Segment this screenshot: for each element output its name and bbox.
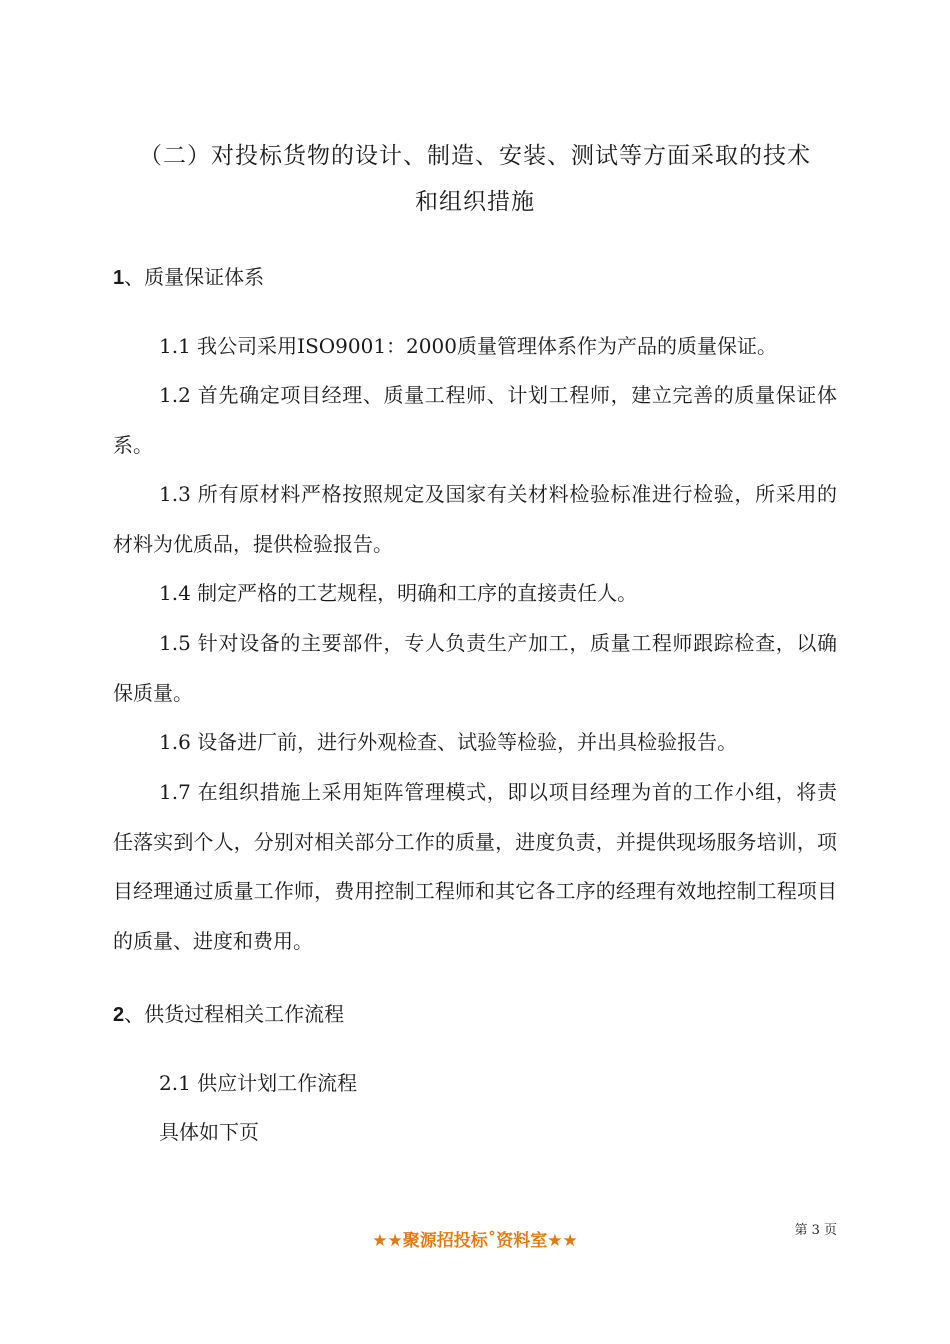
paragraph-2-note: 具体如下页 bbox=[159, 1120, 259, 1144]
paragraph-1-7: 1.7 在组织措施上采用矩阵管理模式，即以项目经理为首的工作小组，将责任落实到个人，分别对相关部分工作的质量，进度负责，并提供现场服务培训，项目经理通过质量工作师，费用控制工程师和其它各工序的经理有效地控制工程项目的质量、进度和费用。 bbox=[113, 780, 837, 953]
section-label: 、质量保证体系 bbox=[124, 265, 265, 289]
paragraph-1-4: 1.4 制定严格的工艺规程，明确和工序的直接责任人。 bbox=[159, 581, 638, 605]
paragraph-1-6: 1.6 设备进厂前，进行外观检查、试验等检验，并出具检验报告。 bbox=[159, 730, 738, 754]
paragraph-1-5: 1.5 针对设备的主要部件，专人负责生产加工，质量工程师跟踪检查，以确保质量。 bbox=[113, 631, 837, 705]
paragraph-1-3: 1.3 所有原材料严格按照规定及国家有关材料检验标准进行检验，所采用的材料为优质品，提供检验报告。 bbox=[113, 482, 837, 556]
section-number: 2 bbox=[113, 1004, 125, 1026]
paragraph-1-2: 1.2 首先确定项目经理、质量工程师、计划工程师，建立完善的质量保证体系。 bbox=[113, 383, 837, 457]
paragraph-2-1: 2.1 供应计划工作流程 bbox=[159, 1071, 358, 1095]
section-label: 、供货过程相关工作流程 bbox=[124, 1002, 345, 1026]
paragraph-1-1: 1.1 我公司采用ISO9001：2000质量管理体系作为产品的质量保证。 bbox=[159, 334, 777, 358]
document-title-line-1: （二）对投标货物的设计、制造、安装、测试等方面采取的技术 bbox=[139, 143, 811, 169]
footer-watermark: ★★聚源招投标˚资料室★★ bbox=[372, 1231, 578, 1251]
section-heading-2 bbox=[113, 999, 344, 1030]
page-number: 第 3 页 bbox=[794, 1223, 837, 1238]
section-heading-1 bbox=[113, 262, 264, 293]
document-title-line-2: 和组织措施 bbox=[415, 189, 535, 215]
section-number: 1 bbox=[113, 267, 125, 289]
